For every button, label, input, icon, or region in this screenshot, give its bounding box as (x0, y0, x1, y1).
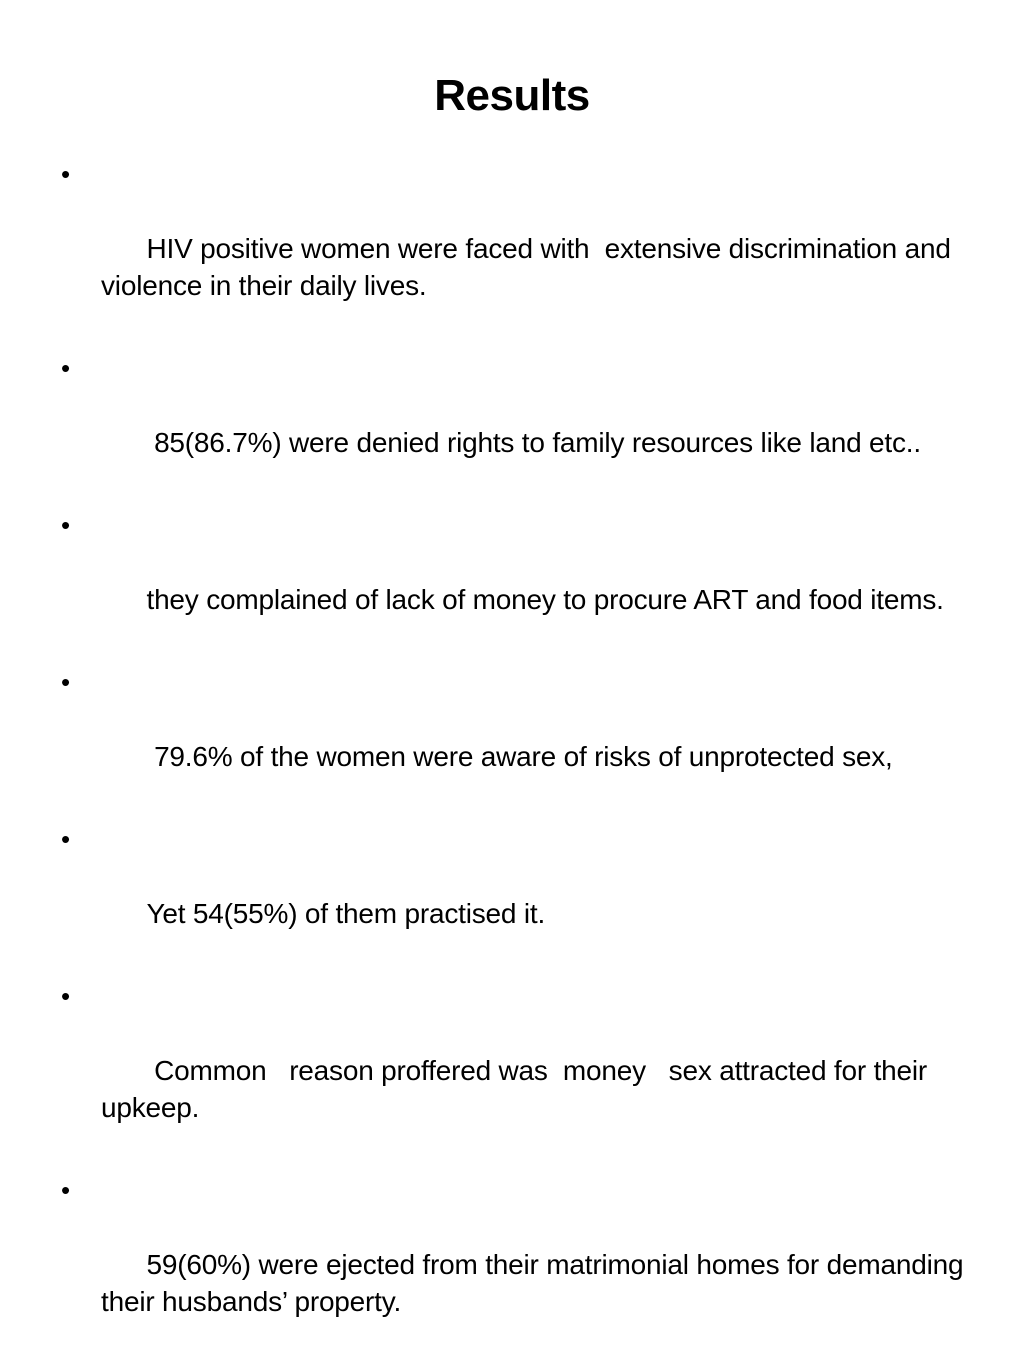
bullet-icon: • (61, 824, 70, 854)
bullet-item (60, 664, 970, 812)
bullet-item (60, 156, 970, 341)
bullet-icon: • (61, 353, 70, 383)
bullet-item (60, 1172, 979, 1357)
bullet-icon: • (61, 159, 70, 189)
bullet-icon: • (61, 667, 70, 697)
bullet-item (60, 350, 970, 498)
bullet-text: Common reason proffered was money sex attracted for their upkeep. (101, 1055, 935, 1123)
bullet-item (60, 821, 970, 969)
bullet-icon: • (61, 981, 70, 1011)
bullet-text: 85(86.7%) were denied rights to family resources like land etc.. (146, 427, 921, 458)
bullet-item (60, 978, 970, 1163)
bullet-icon: • (61, 1175, 70, 1205)
bullet-text: they complained of lack of money to procure ART and food items. (146, 584, 944, 615)
bullet-text: HIV positive women were faced with extensive discrimination and violence in their daily lives. (101, 233, 959, 301)
bullet-icon: • (61, 510, 70, 540)
slide-title: Results (434, 71, 590, 120)
bullet-text: Yet 54(55%) of them practised it. (146, 898, 546, 929)
bullet-list (60, 156, 979, 1366)
bullet-item (60, 507, 970, 655)
bullet-text: 59(60%) were ejected from their matrimonial homes for demanding their husbands’ property. (101, 1249, 979, 1317)
bullet-text: 79.6% of the women were aware of risks of unprotected sex, (146, 741, 893, 772)
